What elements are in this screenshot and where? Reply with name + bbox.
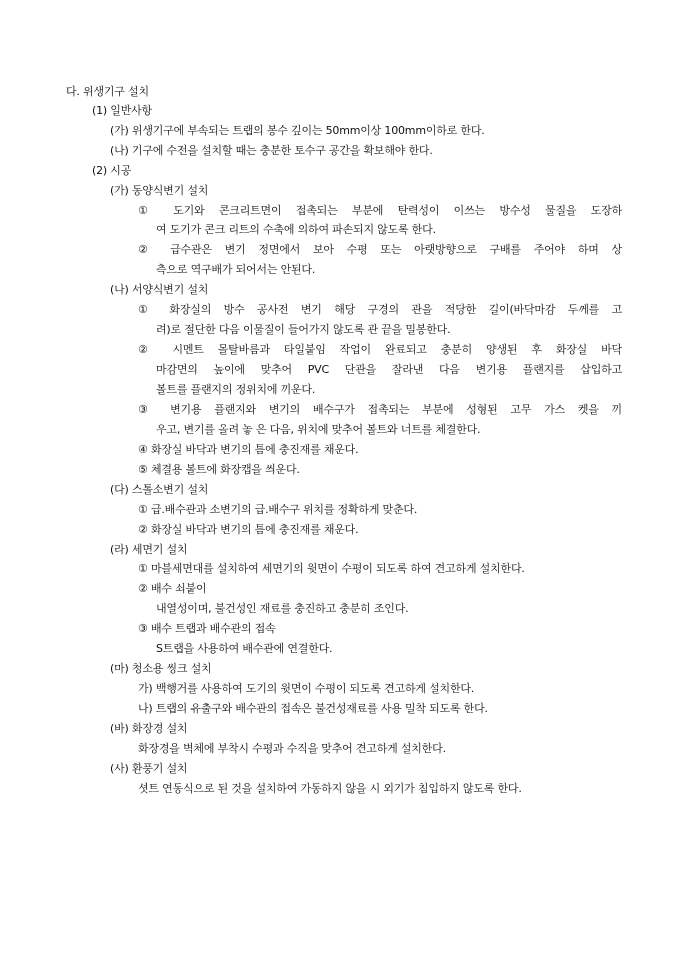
western-toilet-item-2-cont-1: 마감면의 높이에 맞추어 PVC 단관을 잘라낸 다음 변기용 플랜지를 삽입하고 (156, 363, 622, 376)
washbasin-item-3-title: ③ 배수 트랩과 배수관의 접속 (138, 622, 276, 635)
ventilator-body: 셧트 연동식으로 된 것을 설치하여 가동하지 않을 시 외기가 침입하지 않도록 한다. (138, 782, 522, 795)
washbasin-item-3-body: S트랩을 사용하여 배수관에 연결한다. (156, 642, 333, 655)
western-toilet-item-1: ① 화장실의 방수 공사전 변기 해당 구경의 관을 적당한 길이(바닥마감 두께를 고 (138, 303, 622, 316)
western-toilet-item-3: ③ 변기용 플랜지와 변기의 배수구가 접촉되는 부분에 성형된 고무 가스 켓을 끼 (138, 403, 622, 416)
eastern-toilet-heading: (가) 동양식변기 설치 (110, 184, 209, 197)
section-title: 다. 위생기구 설치 (66, 85, 149, 98)
cleaning-sink-item-na: 나) 트랩의 유출구와 배수관의 접속은 불건성재료를 사용 밀착 되도록 한다. (138, 702, 488, 715)
construction-heading: (2) 시공 (92, 164, 132, 177)
urinal-item-1: ① 급.배수관과 소변기의 급.배수구 위치를 정확하게 맞춘다. (138, 503, 418, 516)
western-toilet-item-3-cont: 우고, 변기를 올려 놓 은 다음, 위치에 맞추어 볼트와 너트를 체결한다. (156, 423, 481, 436)
cleaning-sink-item-ga: 가) 백행거를 사용하여 도기의 윗면이 수평이 되도록 견고하게 설치한다. (138, 682, 475, 695)
washbasin-item-1: ① 마블세면대를 설치하여 세면기의 윗면이 수평이 되도록 하여 견고하게 설치한다. (138, 562, 525, 575)
cleaning-sink-heading: (마) 청소용 씽크 설치 (110, 662, 212, 675)
washbasin-item-2-title: ② 배수 쇠붙이 (138, 582, 207, 595)
eastern-toilet-item-2-cont: 측으로 역구배가 되어서는 안된다. (156, 263, 316, 276)
urinal-heading: (다) 스톨소변기 설치 (110, 483, 209, 496)
eastern-toilet-item-1-cont: 여 도기가 콘크 리트의 수축에 의하여 파손되지 않도록 한다. (156, 223, 436, 236)
western-toilet-item-2-cont-2: 볼트를 플랜지의 정위치에 끼운다. (156, 383, 316, 396)
western-toilet-item-5: ⑤ 체결용 볼트에 화장캡을 씌운다. (138, 463, 300, 476)
general-item-ga: (가) 위생기구에 부속되는 트랩의 봉수 깊이는 50mm이상 100mm이하로 한다. (110, 124, 485, 137)
general-heading: (1) 일반사항 (92, 104, 152, 117)
washbasin-heading: (라) 세면기 설치 (110, 543, 188, 556)
ventilator-heading: (사) 환풍기 설치 (110, 762, 188, 775)
western-toilet-item-1-cont: 려)로 절단한 다음 이물질이 들어가지 않도록 관 끝을 밀봉한다. (156, 323, 451, 336)
western-toilet-item-2: ② 시멘트 몰탈바름과 타일붙임 작업이 완료되고 충분히 양생된 후 화장실 바닥 (138, 343, 622, 356)
western-toilet-item-4: ④ 화장실 바닥과 변기의 틈에 충진재를 채운다. (138, 443, 359, 456)
mirror-body: 화장경을 벽체에 부착시 수평과 수직을 맞추어 견고하게 설치한다. (138, 742, 446, 755)
western-toilet-heading: (나) 서양식변기 설치 (110, 283, 209, 296)
urinal-item-2: ② 화장실 바닥과 변기의 틈에 충진재를 채운다. (138, 523, 359, 536)
general-item-na: (나) 기구에 수전을 설치할 때는 충분한 토수구 공간을 확보해야 한다. (110, 144, 433, 157)
eastern-toilet-item-1: ① 도기와 콘크리트면이 접촉되는 부분에 탄력성이 이쓰는 방수성 물질을 도장하 (138, 204, 622, 217)
mirror-heading: (바) 화장경 설치 (110, 722, 188, 735)
eastern-toilet-item-2: ② 급수관은 변기 정면에서 보아 수평 또는 아랫방향으로 구배를 주어야 하며 상 (138, 243, 622, 256)
washbasin-item-2-body: 내열성이며, 불건성인 재료를 충진하고 충분히 조인다. (156, 602, 409, 615)
